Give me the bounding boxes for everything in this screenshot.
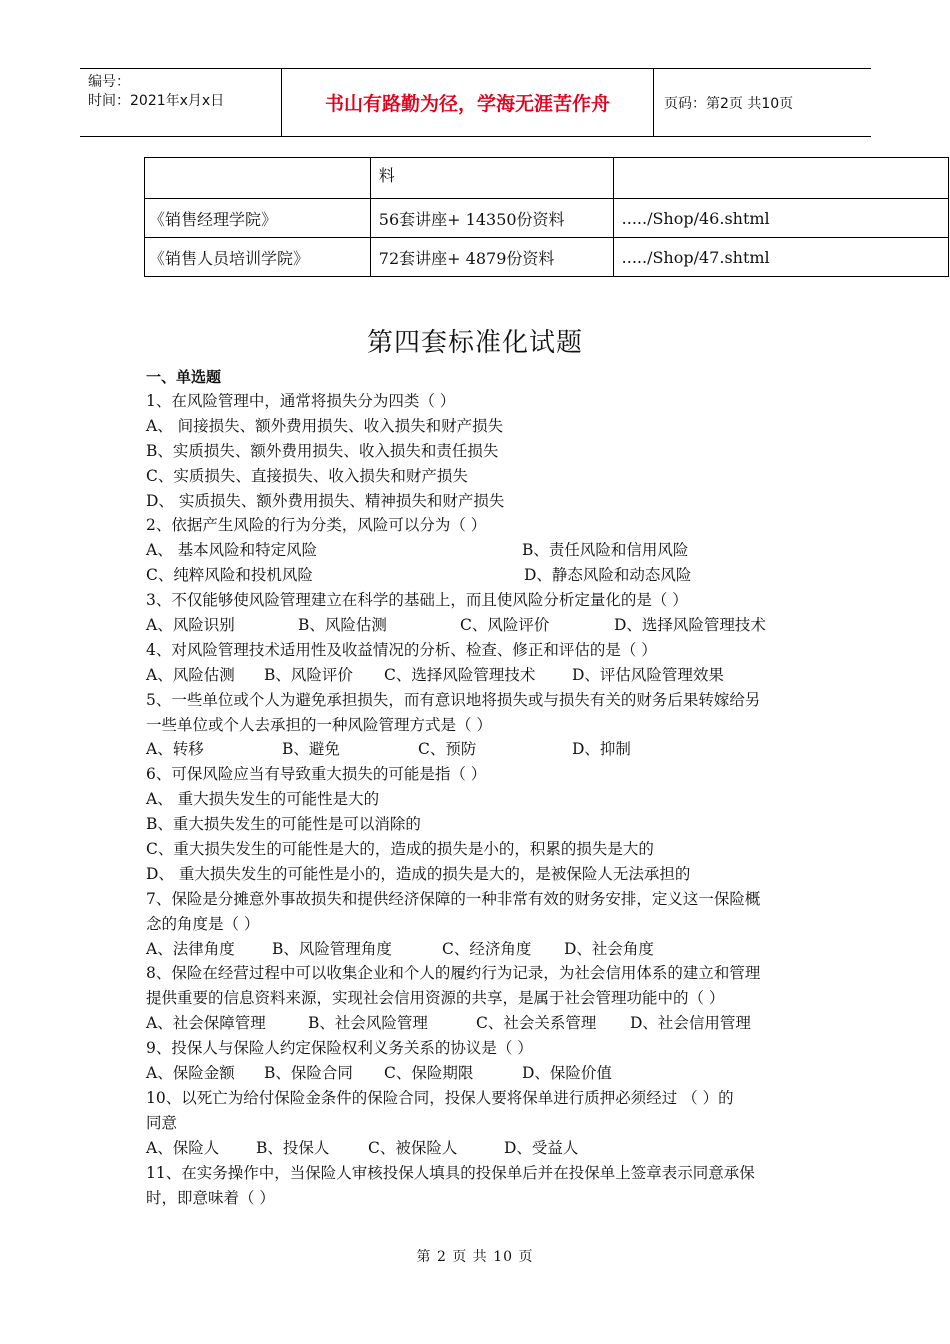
text-line (146, 762, 816, 787)
line-text: 7、保险是分摊意外事故损失和提供经济保障的一种非常有效的财务安排，定义这一保险概 (146, 889, 761, 908)
table-cell: 《销售经理学院》 (145, 199, 371, 238)
text-line (146, 1061, 816, 1086)
text-line (146, 489, 816, 514)
text-line (146, 737, 816, 762)
number-label: 编号： (88, 74, 130, 90)
table-cell: 72套讲座+ 4879份资料 (370, 238, 613, 277)
text-line (146, 912, 816, 937)
option-text: A、风险估测 (146, 665, 235, 684)
table-cell: ...../Shop/47.shtml (613, 238, 948, 277)
line-text: 3、不仅能够使风险管理建立在科学的基础上，而且使风险分析定量化的是（ ） (146, 591, 688, 610)
option-text: C、经济角度 (442, 939, 532, 958)
line-text: 1、在风险管理中，通常将损失分为四类（ ） (146, 392, 456, 410)
line-text: A、 重大损失发生的可能性是大的 (146, 790, 380, 809)
text-line (146, 588, 816, 613)
line-text: 8、保险在经营过程中可以收集企业和个人的履约行为记录，为社会信用体系的建立和管理 (146, 964, 761, 983)
line-text: 6、可保风险应当有导致重大损失的可能是指（ ） (146, 765, 487, 784)
line-text: C、实质损失、直接损失、收入损失和财产损失 (146, 466, 468, 485)
text-line (146, 1036, 816, 1061)
option-text: B、投保人 (256, 1138, 330, 1157)
text-line (146, 1161, 816, 1186)
option-text: A、法律角度 (146, 939, 235, 958)
text-line (146, 414, 816, 439)
header-meta (80, 69, 282, 136)
line-text: 一些单位或个人去承担的一种风险管理方式是（ ） (146, 715, 492, 734)
page-header (80, 68, 871, 137)
line-text: B、重大损失发生的可能性是可以消除的 (146, 815, 421, 834)
table-row (145, 158, 949, 199)
line-text: 同意 (146, 1113, 178, 1132)
option-text: A、转移 (146, 740, 204, 759)
line-text: 提供重要的信息资料来源，实现社会信用资源的共享，是属于社会管理功能中的（ ） (146, 989, 725, 1008)
option-text: D、社会角度 (564, 939, 654, 958)
text-line (146, 887, 816, 912)
option-text: A、保险人 (146, 1138, 220, 1157)
option-text: A、保险金额 (146, 1064, 235, 1083)
table-cell: 《销售人员培训学院》 (145, 238, 371, 277)
line-text: D、 实质损失、额外费用损失、精神损失和财产损失 (146, 491, 505, 510)
text-line (146, 961, 816, 986)
option-text: C、被保险人 (368, 1138, 458, 1157)
option-text: B、责任风险和信用风险 (522, 541, 689, 560)
header-page-label: 页码：第2页 共10页 (664, 96, 794, 112)
text-line (146, 563, 816, 588)
option-text: D、社会信用管理 (630, 1014, 751, 1033)
option-text: C、保险期限 (384, 1064, 474, 1083)
text-line (146, 688, 816, 713)
line-text: 4、对风险管理技术适用性及收益情况的分析、检查、修正和评估的是（ ） (146, 640, 657, 659)
option-text: B、保险合同 (264, 1064, 353, 1083)
line-text: 10、以死亡为给付保险金条件的保险合同，投保人要将保单进行质押必须经过 （ ）的 (146, 1088, 734, 1107)
text-line (146, 937, 816, 962)
document-title: 第四套标准化试题 (366, 328, 583, 358)
text-line (146, 812, 816, 837)
table-cell: ...../Shop/46.shtml (613, 199, 948, 238)
option-text: A、社会保障管理 (146, 1014, 266, 1033)
line-text: 念的角度是（ ） (146, 914, 260, 933)
text-line (146, 1011, 816, 1036)
option-text: A、风险识别 (146, 616, 235, 635)
text-line (146, 1086, 816, 1111)
option-text: D、静态风险和动态风险 (524, 566, 692, 585)
text-line (146, 1186, 816, 1211)
table-cell (145, 158, 371, 199)
header-motto: 书山有路勤为径，学海无涯苦作舟 (282, 69, 654, 136)
option-text: B、风险管理角度 (272, 939, 392, 958)
text-line (146, 464, 816, 489)
option-text: B、社会风险管理 (308, 1014, 428, 1033)
text-line (146, 1136, 816, 1161)
option-text: C、选择风险管理技术 (384, 665, 536, 684)
line-text: C、重大损失发生的可能性是大的，造成的损失是小的，积累的损失是大的 (146, 840, 654, 859)
text-line (146, 663, 816, 688)
text-line (146, 389, 816, 414)
line-text: 5、一些单位或个人为避免承担损失，而有意识地将损失或与损失有关的财务后果转嫁给另 (146, 690, 761, 709)
option-text: D、抑制 (572, 740, 631, 759)
line-text: 9、投保人与保险人约定保险权利义务关系的协议是（ ） (146, 1039, 533, 1058)
option-text: C、社会关系管理 (476, 1014, 597, 1033)
section-heading: 一、单选题 (146, 368, 222, 386)
text-line (146, 787, 816, 812)
line-text: A、 间接损失、额外费用损失、收入损失和财产损失 (146, 416, 504, 435)
text-line (146, 713, 816, 738)
text-line (146, 439, 816, 464)
line-text: 2、依据产生风险的行为分类，风险可以分为（ ） (146, 516, 487, 535)
option-text: B、风险评价 (264, 665, 353, 684)
text-line (146, 1111, 816, 1136)
line-text: B、实质损失、额外费用损失、收入损失和责任损失 (146, 441, 499, 460)
option-text: D、评估风险管理效果 (572, 665, 724, 684)
option-text: D、保险价值 (522, 1064, 612, 1083)
text-line (146, 862, 816, 887)
option-text: D、选择风险管理技术 (614, 616, 766, 635)
line-text: D、 重大损失发生的可能性是小的，造成的损失是大的，是被保险人无法承担的 (146, 864, 691, 883)
page-footer: 第 2 页 共 10 页 (416, 1249, 534, 1265)
question-list (146, 389, 816, 1210)
text-line (146, 538, 816, 563)
option-text: B、避免 (282, 740, 340, 759)
line-text: 11、在实务操作中，当保险人审核投保人填具的投保单后并在投保单上签章表示同意承保 (146, 1163, 755, 1182)
option-text: D、受益人 (504, 1138, 579, 1157)
table-row (145, 238, 949, 277)
table-row (145, 199, 949, 238)
option-text: C、预防 (418, 740, 477, 759)
line-text: 时，即意味着（ ） (146, 1188, 275, 1207)
table-cell (613, 158, 948, 199)
text-line (146, 986, 816, 1011)
text-line (146, 638, 816, 663)
resource-table (144, 157, 949, 277)
table-cell: 料 (370, 158, 613, 199)
table-cell: 56套讲座+ 14350份资料 (370, 199, 613, 238)
option-text: C、风险评价 (460, 616, 550, 635)
option-text: A、 基本风险和特定风险 (146, 541, 318, 560)
text-line (146, 613, 816, 638)
time-label: 时间：2021年x月x日 (88, 93, 225, 109)
option-text: C、纯粹风险和投机风险 (146, 566, 313, 585)
option-text: B、风险估测 (298, 616, 387, 635)
text-line (146, 513, 816, 538)
text-line (146, 837, 816, 862)
